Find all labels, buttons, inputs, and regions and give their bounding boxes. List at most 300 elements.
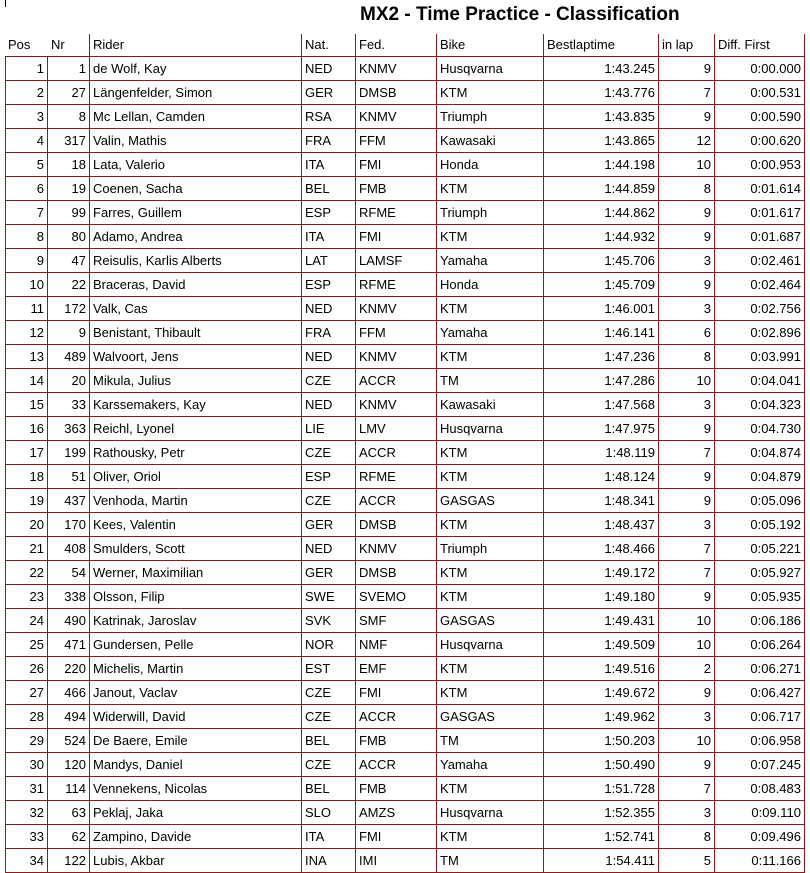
- table-row: [5, 57, 805, 81]
- cell-in-lap: 8: [659, 345, 715, 369]
- cell-nr: 54: [48, 561, 90, 585]
- cell-fed: DMSB: [356, 561, 437, 585]
- col-header-rider: Rider: [90, 34, 302, 57]
- cell-in-lap: 5: [659, 849, 715, 873]
- cell-nr: 490: [48, 609, 90, 633]
- cell-in-lap: 7: [659, 441, 715, 465]
- cell-bestlaptime: 1:48.437: [544, 513, 659, 537]
- cell-bestlaptime: 1:43.245: [544, 57, 659, 81]
- cell-bike: KTM: [437, 81, 544, 105]
- cell-in-lap: 10: [659, 369, 715, 393]
- cell-bestlaptime: 1:48.466: [544, 537, 659, 561]
- cell-nr: 471: [48, 633, 90, 657]
- cell-diff-first: 0:06.186: [715, 609, 805, 633]
- table-row: [5, 321, 805, 345]
- cell-rider: Rathousky, Petr: [90, 441, 302, 465]
- cell-fed: KNMV: [356, 345, 437, 369]
- cell-in-lap: 12: [659, 129, 715, 153]
- cell-fed: SVEMO: [356, 585, 437, 609]
- cell-in-lap: 10: [659, 633, 715, 657]
- cell-in-lap: 9: [659, 753, 715, 777]
- cell-bike: KTM: [437, 177, 544, 201]
- cell-bike: Husqvarna: [437, 801, 544, 825]
- table-row: [5, 345, 805, 369]
- cell-pos: 15: [5, 393, 48, 417]
- cell-pos: 26: [5, 657, 48, 681]
- table-row: [5, 441, 805, 465]
- cell-diff-first: 0:00.531: [715, 81, 805, 105]
- cell-nr: 317: [48, 129, 90, 153]
- cell-diff-first: 0:05.935: [715, 585, 805, 609]
- cell-bestlaptime: 1:49.180: [544, 585, 659, 609]
- cell-in-lap: 9: [659, 465, 715, 489]
- cell-bestlaptime: 1:49.516: [544, 657, 659, 681]
- cell-pos: 32: [5, 801, 48, 825]
- cell-bike: Honda: [437, 153, 544, 177]
- cell-in-lap: 3: [659, 513, 715, 537]
- cell-diff-first: 0:06.427: [715, 681, 805, 705]
- col-header-bestlaptime: Bestlaptime: [544, 34, 659, 57]
- cell-bestlaptime: 1:50.490: [544, 753, 659, 777]
- cell-fed: LAMSF: [356, 249, 437, 273]
- cell-rider: Smulders, Scott: [90, 537, 302, 561]
- cell-nr: 122: [48, 849, 90, 873]
- cell-bestlaptime: 1:50.203: [544, 729, 659, 753]
- cell-bestlaptime: 1:49.172: [544, 561, 659, 585]
- cell-rider: Olsson, Filip: [90, 585, 302, 609]
- cell-nat: CZE: [302, 441, 356, 465]
- cell-nat: GER: [302, 561, 356, 585]
- cell-bike: KTM: [437, 825, 544, 849]
- cell-in-lap: 9: [659, 273, 715, 297]
- cell-rider: Karssemakers, Kay: [90, 393, 302, 417]
- table-row: [5, 705, 805, 729]
- cell-rider: Reisulis, Karlis Alberts: [90, 249, 302, 273]
- cell-pos: 33: [5, 825, 48, 849]
- cell-diff-first: 0:02.461: [715, 249, 805, 273]
- classification-table: [5, 34, 805, 873]
- cell-bestlaptime: 1:45.706: [544, 249, 659, 273]
- cell-in-lap: 9: [659, 201, 715, 225]
- cell-bike: Yamaha: [437, 321, 544, 345]
- cell-pos: 34: [5, 849, 48, 873]
- cell-in-lap: 10: [659, 153, 715, 177]
- cell-bestlaptime: 1:46.141: [544, 321, 659, 345]
- cell-bestlaptime: 1:51.728: [544, 777, 659, 801]
- cell-fed: EMF: [356, 657, 437, 681]
- cell-rider: Peklaj, Jaka: [90, 801, 302, 825]
- cell-nat: BEL: [302, 177, 356, 201]
- cell-bestlaptime: 1:48.124: [544, 465, 659, 489]
- cell-bike: KTM: [437, 657, 544, 681]
- cell-fed: RFME: [356, 465, 437, 489]
- cell-pos: 21: [5, 537, 48, 561]
- col-header-nr: Nr: [48, 34, 90, 57]
- cell-nat: NED: [302, 345, 356, 369]
- cell-fed: RFME: [356, 273, 437, 297]
- cell-pos: 4: [5, 129, 48, 153]
- cell-bestlaptime: 1:44.862: [544, 201, 659, 225]
- cell-rider: Oliver, Oriol: [90, 465, 302, 489]
- cell-rider: Farres, Guillem: [90, 201, 302, 225]
- cell-diff-first: 0:01.614: [715, 177, 805, 201]
- cell-nr: 8: [48, 105, 90, 129]
- cell-bestlaptime: 1:52.355: [544, 801, 659, 825]
- cell-fed: ACCR: [356, 369, 437, 393]
- cell-nr: 494: [48, 705, 90, 729]
- table-header-row: [5, 34, 805, 57]
- cell-diff-first: 0:04.879: [715, 465, 805, 489]
- cell-nr: 47: [48, 249, 90, 273]
- cell-pos: 25: [5, 633, 48, 657]
- table-row: [5, 129, 805, 153]
- cell-nat: NED: [302, 57, 356, 81]
- table-row: [5, 105, 805, 129]
- table-row: [5, 393, 805, 417]
- cell-rider: Längenfelder, Simon: [90, 81, 302, 105]
- table-row: [5, 177, 805, 201]
- cell-rider: Mandys, Daniel: [90, 753, 302, 777]
- cell-diff-first: 0:09.110: [715, 801, 805, 825]
- cell-nat: FRA: [302, 321, 356, 345]
- cell-diff-first: 0:06.264: [715, 633, 805, 657]
- cell-rider: Venhoda, Martin: [90, 489, 302, 513]
- cell-pos: 13: [5, 345, 48, 369]
- cell-bike: KTM: [437, 465, 544, 489]
- cell-rider: Benistant, Thibault: [90, 321, 302, 345]
- cell-nr: 62: [48, 825, 90, 849]
- cell-bestlaptime: 1:49.431: [544, 609, 659, 633]
- cell-bike: Husqvarna: [437, 57, 544, 81]
- cell-bestlaptime: 1:47.568: [544, 393, 659, 417]
- cell-pos: 19: [5, 489, 48, 513]
- cell-bike: GASGAS: [437, 609, 544, 633]
- cell-bike: Husqvarna: [437, 417, 544, 441]
- cell-pos: 2: [5, 81, 48, 105]
- cell-diff-first: 0:04.730: [715, 417, 805, 441]
- cell-nr: 63: [48, 801, 90, 825]
- cell-diff-first: 0:02.896: [715, 321, 805, 345]
- cell-nat: ITA: [302, 225, 356, 249]
- cell-diff-first: 0:06.271: [715, 657, 805, 681]
- cell-nat: INA: [302, 849, 356, 873]
- table-row: [5, 273, 805, 297]
- cell-fed: RFME: [356, 201, 437, 225]
- cell-in-lap: 9: [659, 417, 715, 441]
- cell-rider: Reichl, Lyonel: [90, 417, 302, 441]
- cell-nat: LIE: [302, 417, 356, 441]
- cell-bike: Yamaha: [437, 753, 544, 777]
- cell-fed: FFM: [356, 321, 437, 345]
- cell-diff-first: 0:05.221: [715, 537, 805, 561]
- cell-fed: FMI: [356, 153, 437, 177]
- cell-nr: 363: [48, 417, 90, 441]
- cell-bestlaptime: 1:43.865: [544, 129, 659, 153]
- cell-fed: KNMV: [356, 297, 437, 321]
- cell-rider: Valin, Mathis: [90, 129, 302, 153]
- cell-fed: FMI: [356, 225, 437, 249]
- table-row: [5, 609, 805, 633]
- cell-rider: Lata, Valerio: [90, 153, 302, 177]
- cell-nat: SWE: [302, 585, 356, 609]
- cell-diff-first: 0:09.496: [715, 825, 805, 849]
- cell-bike: Triumph: [437, 201, 544, 225]
- cell-bestlaptime: 1:49.962: [544, 705, 659, 729]
- cell-bike: Triumph: [437, 105, 544, 129]
- cell-in-lap: 3: [659, 705, 715, 729]
- cell-nr: 9: [48, 321, 90, 345]
- cell-pos: 29: [5, 729, 48, 753]
- cell-bike: KTM: [437, 297, 544, 321]
- cell-bestlaptime: 1:47.975: [544, 417, 659, 441]
- table-row: [5, 777, 805, 801]
- cell-fed: FMI: [356, 825, 437, 849]
- table-row: [5, 225, 805, 249]
- table-row: [5, 201, 805, 225]
- cell-nat: EST: [302, 657, 356, 681]
- cell-pos: 11: [5, 297, 48, 321]
- cell-bestlaptime: 1:44.198: [544, 153, 659, 177]
- cell-in-lap: 3: [659, 249, 715, 273]
- cell-rider: Janout, Vaclav: [90, 681, 302, 705]
- cell-in-lap: 9: [659, 57, 715, 81]
- cell-in-lap: 9: [659, 681, 715, 705]
- cell-rider: Widerwill, David: [90, 705, 302, 729]
- cell-nr: 408: [48, 537, 90, 561]
- cell-nr: 437: [48, 489, 90, 513]
- cell-in-lap: 10: [659, 729, 715, 753]
- cell-fed: AMZS: [356, 801, 437, 825]
- table-row: [5, 657, 805, 681]
- cell-pos: 3: [5, 105, 48, 129]
- cell-nat: BEL: [302, 729, 356, 753]
- cell-diff-first: 0:07.245: [715, 753, 805, 777]
- cell-nr: 51: [48, 465, 90, 489]
- cell-nr: 170: [48, 513, 90, 537]
- cell-fed: SMF: [356, 609, 437, 633]
- cell-bike: GASGAS: [437, 489, 544, 513]
- cell-rider: Adamo, Andrea: [90, 225, 302, 249]
- table-row: [5, 369, 805, 393]
- table-row: [5, 489, 805, 513]
- cell-bestlaptime: 1:47.236: [544, 345, 659, 369]
- table-row: [5, 465, 805, 489]
- cell-nat: BEL: [302, 777, 356, 801]
- cell-fed: DMSB: [356, 513, 437, 537]
- cell-rider: Katrinak, Jaroslav: [90, 609, 302, 633]
- cell-bike: KTM: [437, 225, 544, 249]
- cell-nr: 80: [48, 225, 90, 249]
- cell-rider: Braceras, David: [90, 273, 302, 297]
- cell-rider: Lubis, Akbar: [90, 849, 302, 873]
- cell-bike: Kawasaki: [437, 129, 544, 153]
- cell-nat: FRA: [302, 129, 356, 153]
- cell-pos: 6: [5, 177, 48, 201]
- cell-bike: KTM: [437, 345, 544, 369]
- cell-bestlaptime: 1:48.119: [544, 441, 659, 465]
- cell-bestlaptime: 1:49.672: [544, 681, 659, 705]
- cell-nr: 22: [48, 273, 90, 297]
- col-header-pos: Pos: [5, 34, 48, 57]
- cell-bestlaptime: 1:43.776: [544, 81, 659, 105]
- table-body: [5, 57, 805, 873]
- cell-rider: Mikula, Julius: [90, 369, 302, 393]
- cell-nat: NOR: [302, 633, 356, 657]
- cell-fed: IMI: [356, 849, 437, 873]
- col-header-fed: Fed.: [356, 34, 437, 57]
- cell-nat: SLO: [302, 801, 356, 825]
- table-row: [5, 585, 805, 609]
- corner-tick: [5, 0, 6, 7]
- cell-pos: 17: [5, 441, 48, 465]
- cell-nr: 338: [48, 585, 90, 609]
- cell-pos: 8: [5, 225, 48, 249]
- cell-pos: 1: [5, 57, 48, 81]
- table-row: [5, 633, 805, 657]
- cell-bestlaptime: 1:45.709: [544, 273, 659, 297]
- cell-rider: Werner, Maximilian: [90, 561, 302, 585]
- cell-nr: 18: [48, 153, 90, 177]
- cell-bike: Yamaha: [437, 249, 544, 273]
- cell-rider: Gundersen, Pelle: [90, 633, 302, 657]
- cell-diff-first: 0:01.617: [715, 201, 805, 225]
- cell-nr: 489: [48, 345, 90, 369]
- cell-pos: 10: [5, 273, 48, 297]
- cell-bike: KTM: [437, 681, 544, 705]
- cell-pos: 31: [5, 777, 48, 801]
- cell-diff-first: 0:05.096: [715, 489, 805, 513]
- cell-nat: GER: [302, 513, 356, 537]
- cell-diff-first: 0:04.041: [715, 369, 805, 393]
- table-row: [5, 249, 805, 273]
- cell-rider: Valk, Cas: [90, 297, 302, 321]
- cell-bestlaptime: 1:54.411: [544, 849, 659, 873]
- cell-diff-first: 0:02.756: [715, 297, 805, 321]
- cell-in-lap: 8: [659, 177, 715, 201]
- cell-rider: Kees, Valentin: [90, 513, 302, 537]
- cell-bike: TM: [437, 369, 544, 393]
- table-row: [5, 537, 805, 561]
- cell-bike: KTM: [437, 777, 544, 801]
- cell-bike: KTM: [437, 561, 544, 585]
- cell-pos: 22: [5, 561, 48, 585]
- cell-diff-first: 0:06.958: [715, 729, 805, 753]
- cell-nr: 172: [48, 297, 90, 321]
- cell-pos: 14: [5, 369, 48, 393]
- cell-bike: TM: [437, 729, 544, 753]
- cell-in-lap: 9: [659, 105, 715, 129]
- cell-diff-first: 0:05.192: [715, 513, 805, 537]
- table-row: [5, 849, 805, 873]
- cell-nr: 19: [48, 177, 90, 201]
- cell-bestlaptime: 1:43.835: [544, 105, 659, 129]
- cell-pos: 16: [5, 417, 48, 441]
- cell-diff-first: 0:04.323: [715, 393, 805, 417]
- cell-fed: FFM: [356, 129, 437, 153]
- table-row: [5, 681, 805, 705]
- cell-rider: Mc Lellan, Camden: [90, 105, 302, 129]
- table-row: [5, 81, 805, 105]
- cell-diff-first: 0:00.620: [715, 129, 805, 153]
- cell-nat: SVK: [302, 609, 356, 633]
- cell-pos: 24: [5, 609, 48, 633]
- cell-fed: FMB: [356, 729, 437, 753]
- cell-nr: 27: [48, 81, 90, 105]
- table-row: [5, 801, 805, 825]
- cell-bike: GASGAS: [437, 705, 544, 729]
- cell-in-lap: 7: [659, 81, 715, 105]
- cell-bestlaptime: 1:52.741: [544, 825, 659, 849]
- cell-bike: TM: [437, 849, 544, 873]
- cell-bike: KTM: [437, 585, 544, 609]
- cell-bestlaptime: 1:49.509: [544, 633, 659, 657]
- cell-fed: FMI: [356, 681, 437, 705]
- cell-nat: GER: [302, 81, 356, 105]
- cell-in-lap: 8: [659, 825, 715, 849]
- cell-in-lap: 3: [659, 393, 715, 417]
- cell-nr: 1: [48, 57, 90, 81]
- cell-in-lap: 3: [659, 801, 715, 825]
- cell-nr: 466: [48, 681, 90, 705]
- table-row: [5, 561, 805, 585]
- cell-diff-first: 0:06.717: [715, 705, 805, 729]
- cell-nat: NED: [302, 393, 356, 417]
- cell-bestlaptime: 1:46.001: [544, 297, 659, 321]
- cell-nr: 114: [48, 777, 90, 801]
- col-header-bike: Bike: [437, 34, 544, 57]
- cell-nat: ITA: [302, 825, 356, 849]
- cell-nr: 199: [48, 441, 90, 465]
- cell-in-lap: 9: [659, 585, 715, 609]
- cell-diff-first: 0:00.590: [715, 105, 805, 129]
- table-row: [5, 729, 805, 753]
- cell-diff-first: 0:01.687: [715, 225, 805, 249]
- cell-fed: KNMV: [356, 57, 437, 81]
- cell-rider: Coenen, Sacha: [90, 177, 302, 201]
- cell-bike: Honda: [437, 273, 544, 297]
- cell-fed: NMF: [356, 633, 437, 657]
- cell-pos: 18: [5, 465, 48, 489]
- cell-fed: KNMV: [356, 105, 437, 129]
- cell-bestlaptime: 1:47.286: [544, 369, 659, 393]
- cell-rider: De Baere, Emile: [90, 729, 302, 753]
- cell-nat: ESP: [302, 273, 356, 297]
- cell-bestlaptime: 1:44.859: [544, 177, 659, 201]
- cell-pos: 30: [5, 753, 48, 777]
- cell-nat: ESP: [302, 465, 356, 489]
- table-row: [5, 153, 805, 177]
- cell-pos: 12: [5, 321, 48, 345]
- cell-fed: ACCR: [356, 489, 437, 513]
- cell-in-lap: 7: [659, 777, 715, 801]
- cell-nat: CZE: [302, 681, 356, 705]
- cell-pos: 28: [5, 705, 48, 729]
- cell-nat: NED: [302, 537, 356, 561]
- cell-bike: Triumph: [437, 537, 544, 561]
- table-row: [5, 513, 805, 537]
- cell-fed: KNMV: [356, 393, 437, 417]
- cell-rider: Zampino, Davide: [90, 825, 302, 849]
- cell-in-lap: 6: [659, 321, 715, 345]
- cell-nat: ITA: [302, 153, 356, 177]
- cell-pos: 20: [5, 513, 48, 537]
- cell-fed: ACCR: [356, 441, 437, 465]
- cell-in-lap: 7: [659, 561, 715, 585]
- cell-diff-first: 0:00.000: [715, 57, 805, 81]
- cell-in-lap: 2: [659, 657, 715, 681]
- cell-nr: 220: [48, 657, 90, 681]
- cell-rider: Michelis, Martin: [90, 657, 302, 681]
